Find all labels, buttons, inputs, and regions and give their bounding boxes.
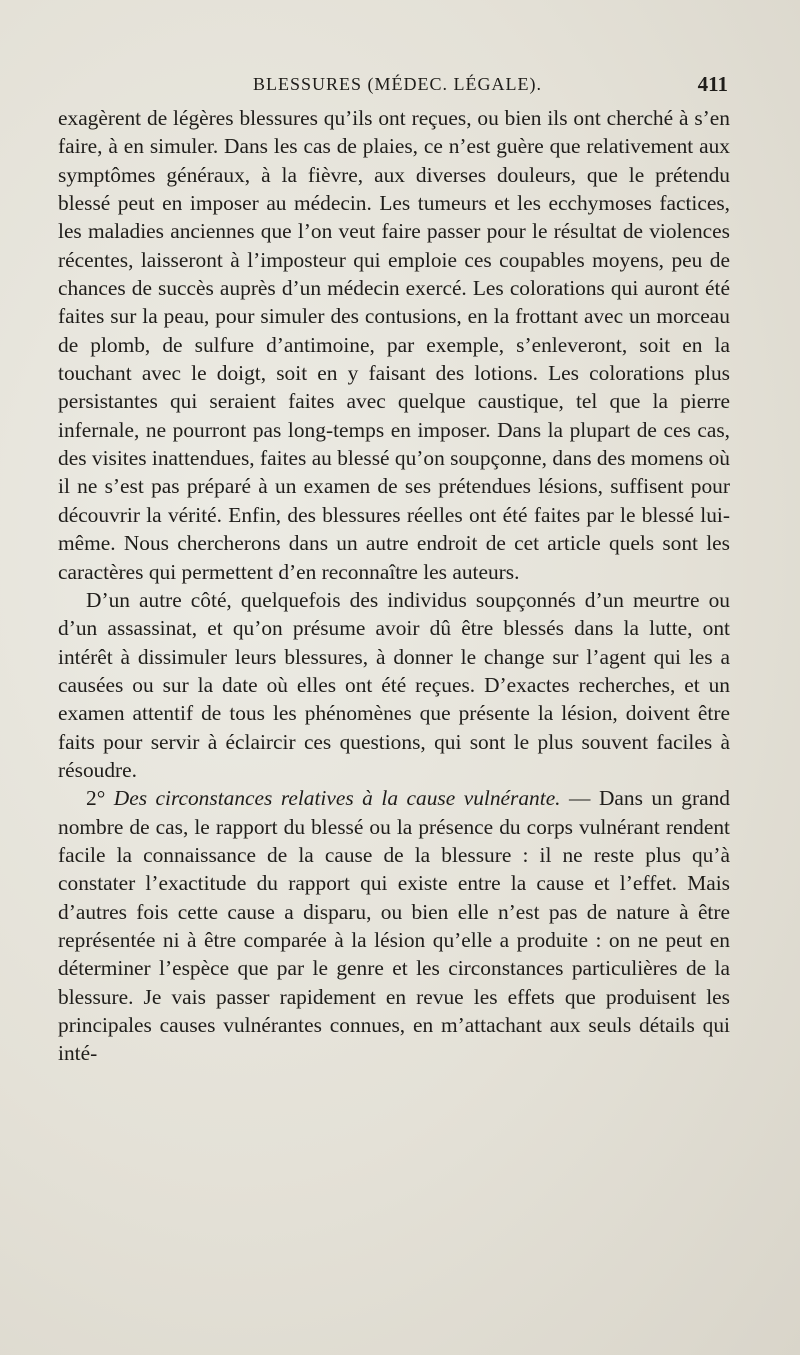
section-text: Dans un grand nombre de cas, le rapport du blessé ou la présence du corps vulnérant rendent facile la connaissance de la cause de la blessure : il ne reste plus qu’à constater l’exactitude du rapport qui existe entre la cause et l’effet. Mais d’autres fois cette cause a disparu, ou bien elle n’est pas de nature à être représentée ni à être comparée à la lésion qu’elle a produite : on ne peut en déterminer l’espèce que par le genre et les circonstances particulières de la blessure. Je vais passer rapidement en revue les effets que produisent les principales causes vulnérantes connues, en m’attachant aux seuls détails qui inté-: [58, 786, 730, 1066]
paragraph-3: [58, 784, 730, 1067]
paragraph-1: exagèrent de légères blessures qu’ils ont reçues, ou bien ils ont cherché à s’en faire, à en simuler. Dans les cas de plaies, ce n’est guère que relativement aux symptômes généraux, à la fièvre, aux diverses douleurs, que le prétendu blessé peut en imposer au médecin. Les tumeurs et les ecchymoses factices, les maladies anciennes que l’on veut faire passer pour le résultat de violences récentes, laisseront à l’imposteur qui emploie ces coupables moyens, peu de chances de succès auprès d’un médecin exercé. Les colorations qui auront été faites sur la peau, pour simuler des contusions, en la frottant avec un morceau de plomb, de sulfure d’antimoine, par exemple, s’enleveront, soit en la touchant avec le doigt, soit en y faisant des lotions. Les colorations plus persistantes qui seraient faites avec quelque caustique, tel que la pierre infernale, ne pourront pas long-temps en imposer. Dans la plupart de ces cas, des visites inattendues, faites au blessé qu’on soupçonne, dans des momens où il ne s’est pas préparé à un examen de ses prétendues lésions, suffisent pour découvrir la vérité. Enfin, des blessures réelles ont été faites par le blessé lui-même. Nous chercherons dans un autre endroit de cet article quels sont les caractères qui permettent d’en reconnaître les auteurs.: [58, 106, 730, 584]
paragraph-2: D’un autre côté, quelquefois des individus soupçonnés d’un meurtre ou d’un assassinat, et qu’on présume avoir dû être blessés dans la lutte, ont intérêt à dissimuler leurs blessures, à donner le change sur l’agent qui les a causées ou sur la date où elles ont été reçues. D’exactes recherches, et un examen attentif de tous les phénomènes que présente la lésion, doivent être faits pour servir à éclaircir ces questions, qui sont le plus souvent faciles à résoudre.: [58, 587, 730, 782]
section-number: 2°: [86, 786, 106, 811]
book-page: [58, 72, 730, 1068]
section-dash: —: [560, 786, 599, 811]
body-text: [58, 104, 730, 1068]
running-head-title: BLESSURES (MÉDEC. LÉGALE).: [253, 74, 542, 94]
page-number: 411: [697, 72, 728, 96]
section-heading: Des circonstances relatives à la cause vulnérante.: [113, 786, 561, 811]
running-head: [58, 72, 730, 104]
